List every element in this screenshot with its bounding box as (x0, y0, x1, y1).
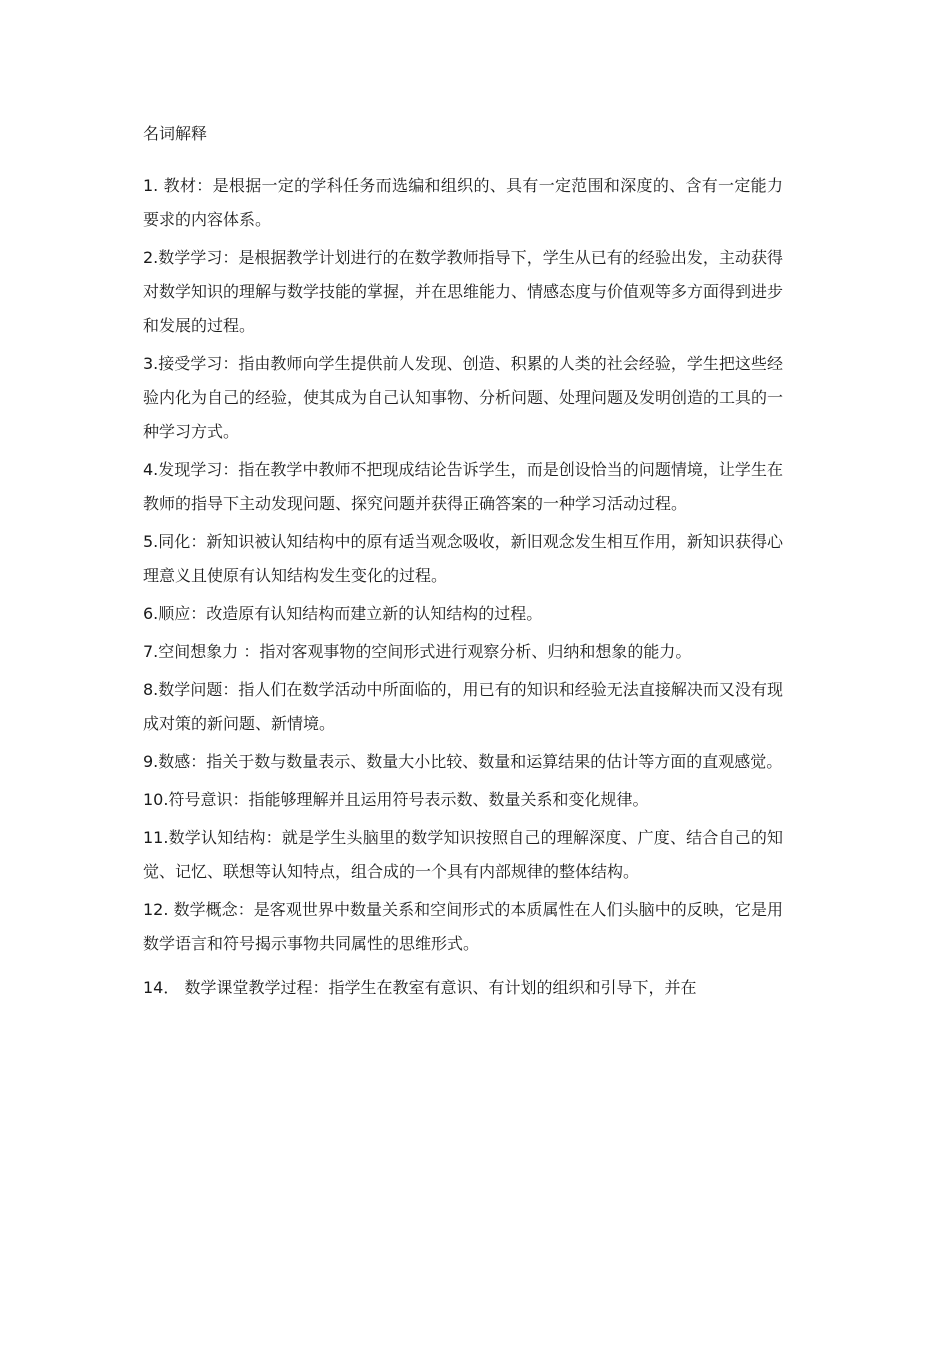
definition-entry-9 (143, 745, 783, 779)
definition-entry-11 (143, 821, 783, 889)
entry-term: 7.空间想象力 ： (143, 642, 260, 661)
entry-term: 11.数学认知结构： (143, 828, 282, 847)
definition-entry-8 (143, 673, 783, 741)
entry-definition: 改造原有认知结构而建立新的认知结构的过程。 (206, 604, 543, 623)
document-content (143, 121, 783, 1009)
entry-definition: 指在教学中教师不把现成结论告诉学生，而是创设恰当的问题情境，让学生在教师的指导下主动发现问题、探究问题并获得正确答案的一种学习活动过程。 (143, 460, 783, 513)
entry-definition: 指人们在数学活动中所面临的，用已有的知识和经验无法直接解决而又没有现成对策的新问题、新情境。 (143, 680, 783, 733)
entry-definition: 是客观世界中数量关系和空间形式的本质属性在人们头脑中的反映，它是用数学语言和符号揭示事物共同属性的思维形式。 (143, 900, 783, 953)
definition-entry-4 (143, 453, 783, 521)
entry-definition: 指关于数与数量表示、数量大小比较、数量和运算结果的估计等方面的直观感觉。 (206, 752, 783, 771)
entry-definition: 指能够理解并且运用符号表示数、数量关系和变化规律。 (248, 790, 649, 809)
entry-term: 10.符号意识： (143, 790, 249, 809)
definition-entry-2 (143, 241, 783, 343)
entry-term: 3.接受学习： (143, 354, 239, 373)
entry-term: 6.顺应： (143, 604, 207, 623)
entry-term: 12. 数学概念： (143, 900, 254, 919)
definition-entry-3 (143, 347, 783, 449)
entry-definition: 指由教师向学生提供前人发现、创造、积累的人类的社会经验，学生把这些经验内化为自己的经验，使其成为自己认知事物、分析问题、处理问题及发明创造的工具的一种学习方式。 (143, 354, 784, 441)
entry-term: 5.同化： (143, 532, 207, 551)
entry-term: 14． 数学课堂教学过程： (143, 978, 329, 997)
entry-term: 4.发现学习： (143, 460, 239, 479)
entry-definition: 新知识被认知结构中的原有适当观念吸收，新旧观念发生相互作用，新知识获得心理意义且使原有认知结构发生变化的过程。 (143, 532, 783, 585)
definition-entry-7 (143, 635, 783, 669)
definition-entry-10 (143, 783, 783, 817)
definition-entry-12 (143, 893, 783, 961)
entry-term: 2.数学学习： (143, 248, 239, 267)
entry-term: 9.数感： (143, 752, 207, 771)
entry-definition: 是根据一定的学科任务而选编和组织的、具有一定范围和深度的、含有一定能力要求的内容体系。 (143, 176, 783, 229)
entry-term: 8.数学问题： (143, 680, 239, 699)
definition-entry-1 (143, 169, 783, 237)
definition-entry-14 (143, 971, 783, 1005)
document-title: 名词解释 (143, 124, 208, 143)
entry-definition: 指对客观事物的空间形式进行观察分析、归纳和想象的能力。 (259, 642, 692, 661)
definition-entry-5 (143, 525, 783, 593)
definition-entry-6 (143, 597, 783, 631)
entry-definition: 就是学生头脑里的数学知识按照自己的理解深度、广度、结合自己的知觉、记忆、联想等认知特点，组合成的一个具有内部规律的整体结构。 (143, 828, 783, 881)
entry-term: 1. 教材： (143, 176, 213, 195)
entry-definition: 指学生在教室有意识、有计划的组织和引导下，并在 (328, 978, 697, 997)
entry-definition: 是根据教学计划进行的在数学教师指导下，学生从已有的经验出发，主动获得对数学知识的理解与数学技能的掌握，并在思维能力、情感态度与价值观等多方面得到进步和发展的过程。 (143, 248, 784, 335)
